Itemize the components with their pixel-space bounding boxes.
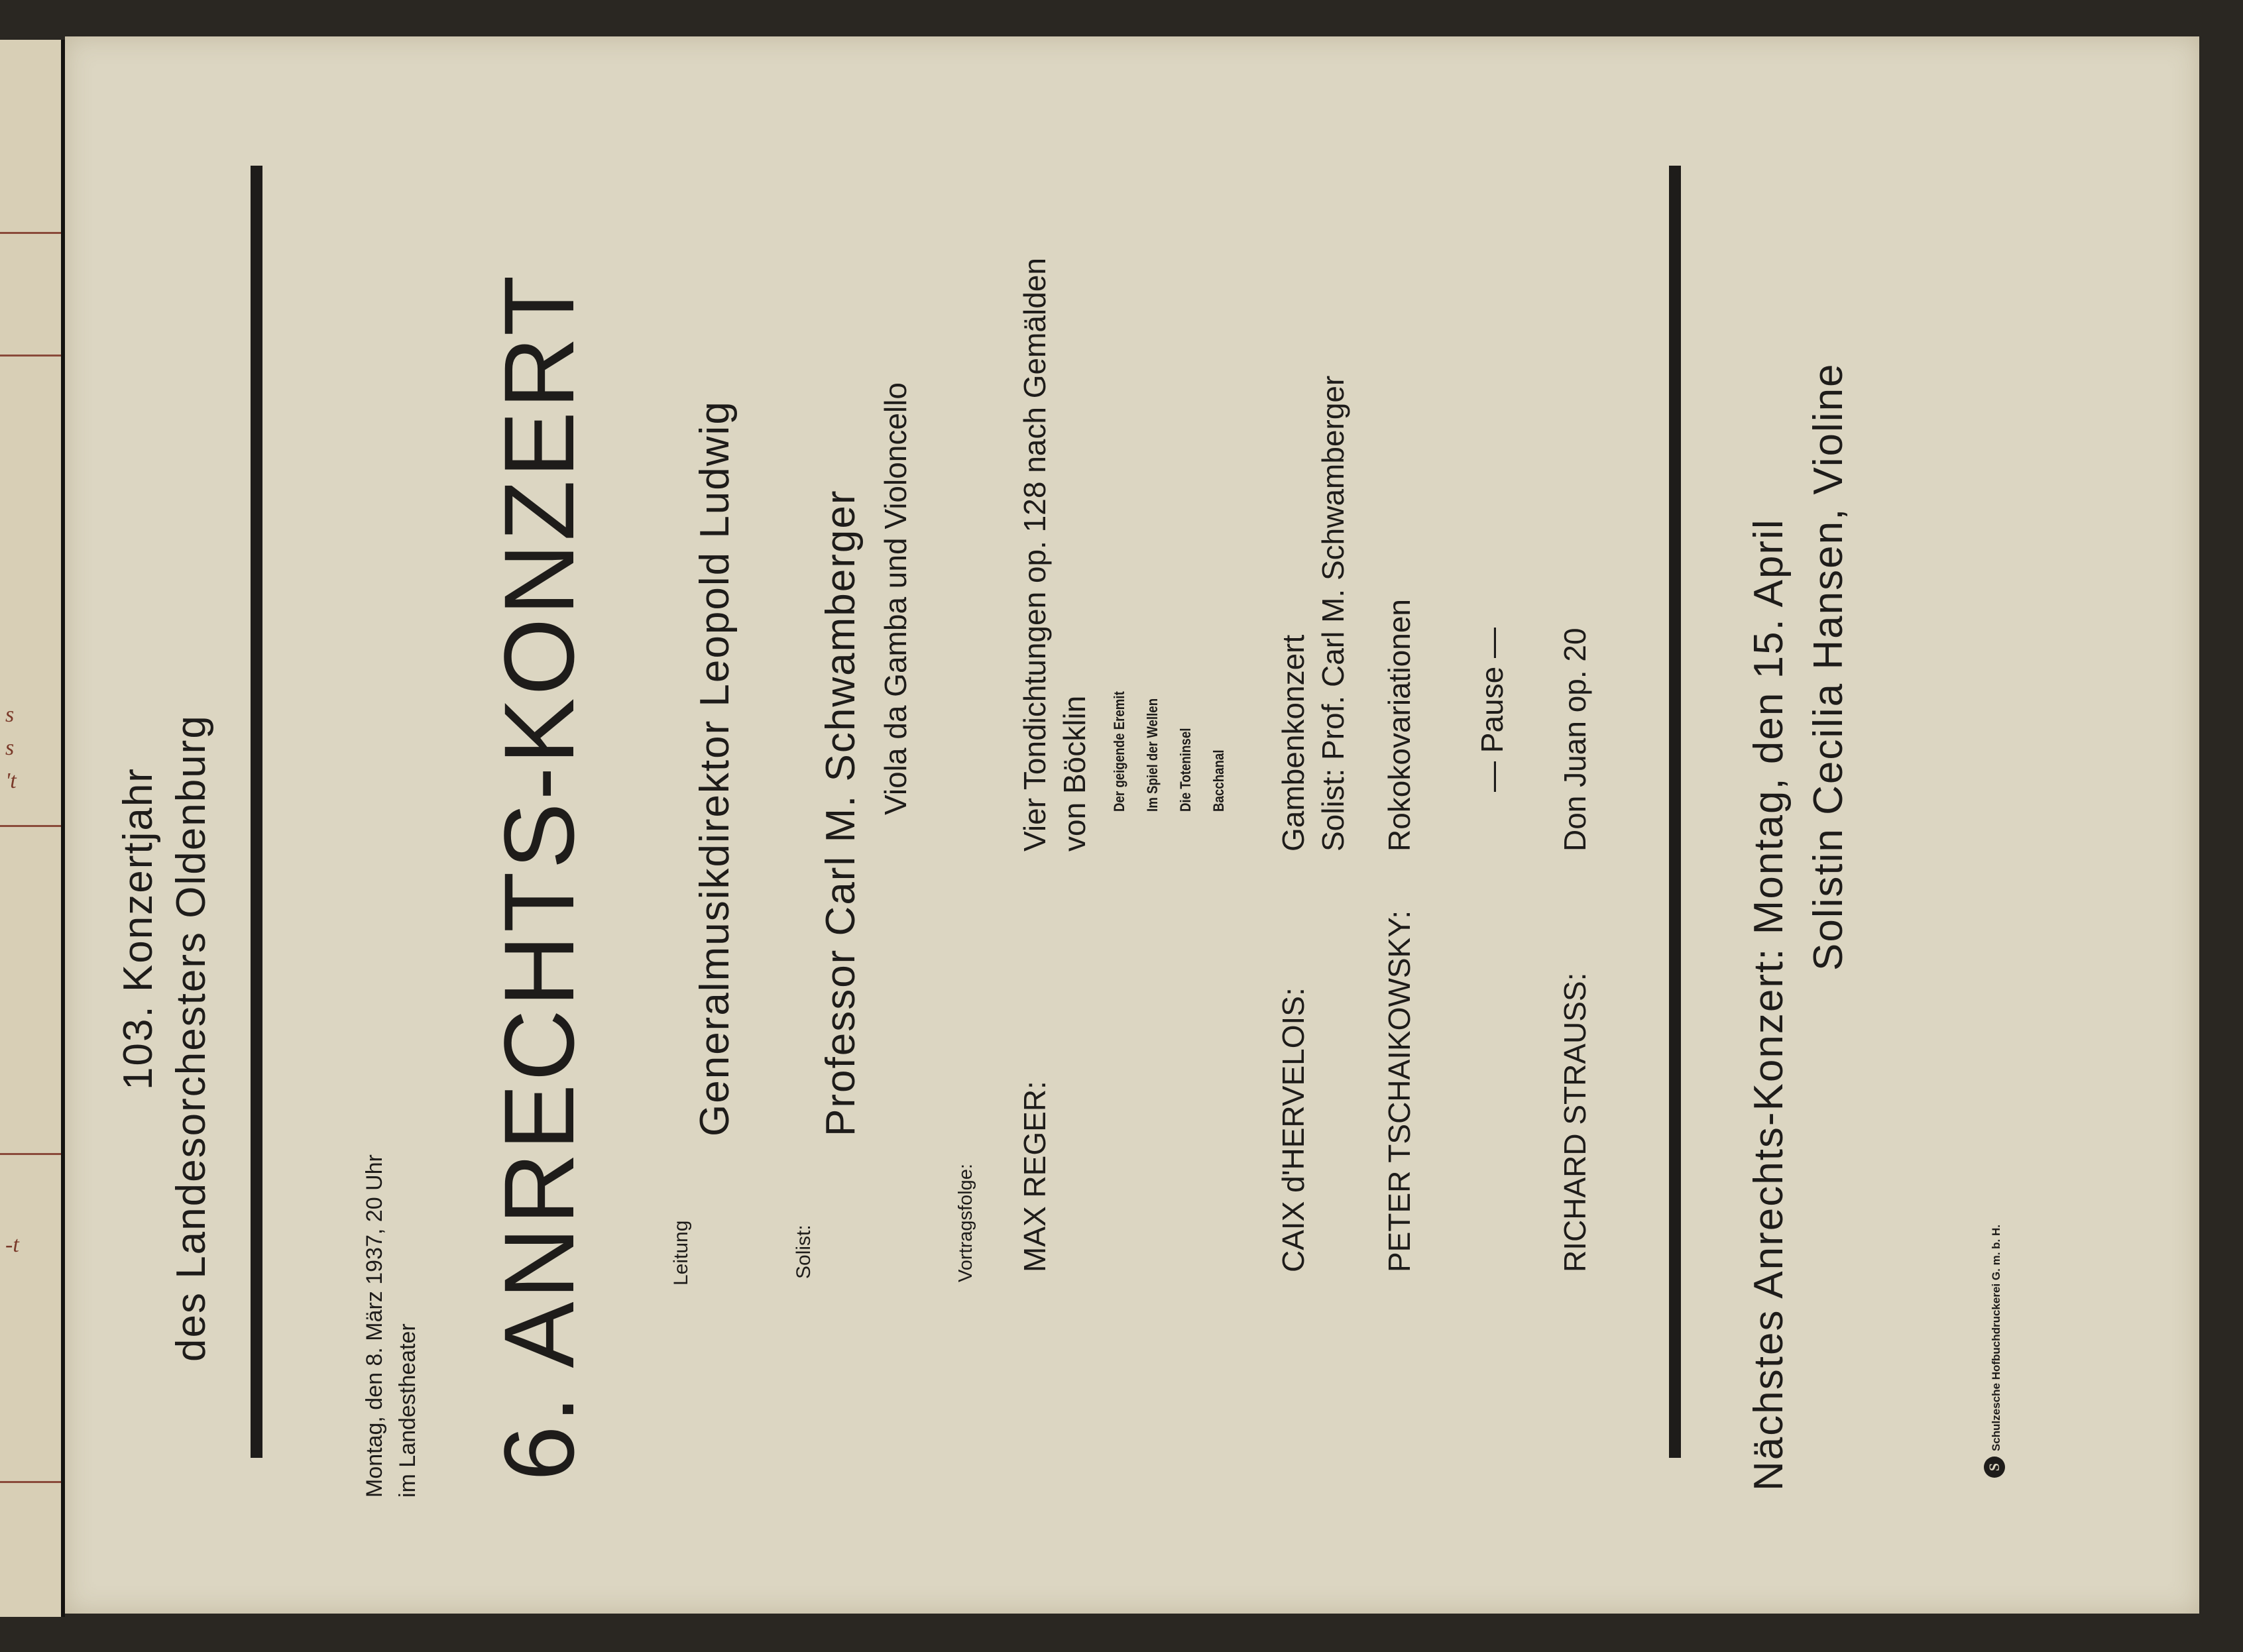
printer-logo: S — [1984, 1457, 2005, 1478]
program-work: Rokokovariationen — [1382, 598, 1416, 852]
page-edge-mark: s — [5, 702, 15, 727]
page-edge-mark: s — [5, 736, 15, 760]
page-edge-rule — [0, 232, 61, 234]
header-rule — [251, 166, 262, 1458]
program-composer: MAX REGER: — [1017, 1081, 1052, 1272]
page-edge-rule — [0, 1153, 61, 1155]
soloist-name: Professor Carl M. Schwamberger — [818, 489, 864, 1136]
venue-line: im Landestheater — [395, 1323, 420, 1498]
program-composer: CAIX d'HERVELOIS: — [1276, 987, 1310, 1272]
conductor-label: Leitung — [670, 1220, 692, 1286]
program-work: Solist: Prof. Carl M. Schwamberger — [1316, 375, 1350, 852]
program-work: Vier Tondichtungen op. 128 nach Gemälden — [1017, 258, 1052, 852]
page-edge-mark: -t — [5, 1233, 19, 1257]
conductor-name: Generalmusikdirektor Leopold Ludwig — [692, 400, 738, 1136]
orchestra-line: des Landesorchesters Oldenburg — [168, 714, 214, 1362]
adjacent-page-edge — [0, 40, 61, 1617]
program-movement: Die Toteninsel — [1177, 728, 1194, 812]
season-line: 103. Konzertjahr — [115, 767, 161, 1090]
program-movement: Der geigende Eremit — [1111, 691, 1127, 812]
page-edge-rule — [0, 825, 61, 827]
program-movement: Im Spiel der Wellen — [1144, 698, 1161, 812]
program-composer: RICHARD STRAUSS: — [1558, 972, 1592, 1272]
program-work: Gambenkonzert — [1276, 634, 1310, 852]
program-label: Vortragsfolge: — [955, 1164, 976, 1282]
program-work: von Böcklin — [1057, 695, 1092, 852]
footer-rule — [1669, 166, 1681, 1458]
page-edge-rule — [0, 355, 61, 357]
program-composer: PETER TSCHAIKOWSKY: — [1382, 910, 1416, 1272]
concert-program-page — [65, 36, 2199, 1614]
printer-line: Schulzesche Hofbuchdruckerei G. m. b. H. — [1990, 1225, 2002, 1451]
page-edge-rule — [0, 1481, 61, 1483]
program-pause: — Pause — — [1475, 628, 1509, 792]
date-line: Montag, den 8. März 1937, 20 Uhr — [362, 1154, 387, 1498]
concert-poster — [65, 36, 2199, 1614]
concert-title: 6. ANRECHTS-KONZERT — [483, 272, 595, 1481]
program-work: Don Juan op. 20 — [1558, 628, 1592, 852]
soloist-instruments: Viola da Gamba und Violoncello — [878, 382, 913, 815]
page-edge-mark: 't — [5, 769, 17, 793]
soloist-label: Solist: — [793, 1225, 815, 1279]
next-soloist-line: Solistin Cecilia Hansen, Violine — [1806, 362, 1851, 971]
next-concert-line: Nächstes Anrechts-Konzert: Montag, den 15. April — [1746, 518, 1792, 1491]
program-movement: Bacchanal — [1210, 749, 1227, 812]
